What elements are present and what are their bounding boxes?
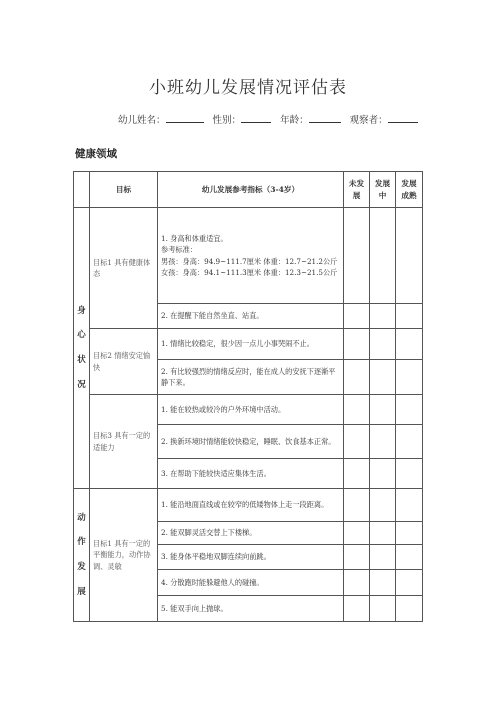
table-row xyxy=(74,329,423,360)
rating-cell-developing[interactable] xyxy=(370,596,396,622)
rating-cell-mature[interactable] xyxy=(396,459,423,489)
page-title: 小班幼儿发展情况评估表 xyxy=(149,78,347,98)
rating-cell-not-developed[interactable] xyxy=(344,425,370,459)
indicator-cell xyxy=(158,329,344,360)
rating-cell-not-developed[interactable] xyxy=(344,360,370,395)
rating-cell-developing[interactable] xyxy=(370,425,396,459)
indicator-line: 参考标准： xyxy=(161,245,197,255)
rating-cell-not-developed[interactable] xyxy=(344,329,370,360)
age-label: 年龄： xyxy=(280,115,309,126)
rating-cell-developing[interactable] xyxy=(370,545,396,570)
rating-cell-developing[interactable] xyxy=(370,304,396,329)
rating-cell-developing[interactable] xyxy=(370,395,396,425)
gender-field[interactable] xyxy=(241,112,271,123)
indicator-line: 2. 在提醒下能自然坐直、站直。 xyxy=(161,311,264,321)
indicator-cell xyxy=(158,489,344,522)
indicator-cell xyxy=(158,208,344,304)
indicator-cell xyxy=(158,522,344,545)
indicator-cell xyxy=(158,570,344,596)
indicator-cell xyxy=(158,425,344,459)
section-title: 健康领域 xyxy=(75,148,117,160)
rating-cell-not-developed[interactable] xyxy=(344,570,370,596)
age-field[interactable] xyxy=(309,112,341,123)
rating-cell-mature[interactable] xyxy=(396,522,423,545)
domain-char: 作 xyxy=(77,537,86,548)
observer-field[interactable] xyxy=(388,112,418,123)
rating-cell-developing[interactable] xyxy=(370,570,396,596)
indicator-line: 4. 分散跑时能躲避他人的碰撞。 xyxy=(161,577,264,587)
rating-cell-developing[interactable] xyxy=(370,360,396,395)
rating-cell-not-developed[interactable] xyxy=(344,208,370,304)
name-field[interactable] xyxy=(166,112,204,123)
rating-cell-developing[interactable] xyxy=(370,329,396,360)
gender-label: 性别： xyxy=(212,115,242,126)
student-info-line xyxy=(118,112,424,126)
indicator-cell xyxy=(158,545,344,570)
header-mature: 发展成熟 xyxy=(396,172,423,208)
header-not-developed: 未发展 xyxy=(344,172,370,208)
goal-cell: 目标1 具有一定的平衡能力，动作协调、灵敏 xyxy=(90,489,158,622)
header-indicator: 幼儿发展参考指标（3-4岁） xyxy=(158,172,344,208)
indicator-line: 男孩：身高：94.9~111.7厘米 体重：12.7~21.2公斤 xyxy=(161,256,338,266)
rating-cell-mature[interactable] xyxy=(396,304,423,329)
indicator-line: 2. 换新环境时情绪能较快稳定，睡眠、饮食基本正常。 xyxy=(161,436,336,446)
indicator-cell xyxy=(158,596,344,622)
rating-cell-developing[interactable] xyxy=(370,489,396,522)
rating-cell-developing[interactable] xyxy=(370,522,396,545)
domain-char: 状 xyxy=(77,355,86,365)
header-goal: 目标 xyxy=(90,172,158,208)
goal-cell: 目标3 具有一定的适能力 xyxy=(90,395,158,489)
rating-cell-not-developed[interactable] xyxy=(344,304,370,329)
assessment-table xyxy=(73,171,423,622)
domain-label xyxy=(74,489,90,622)
indicator-line: 1. 能沿地面直线或在较窄的低矮物体上走一段距离。 xyxy=(161,500,329,510)
indicator-line: 1. 身高和体重适宜。 xyxy=(161,234,228,244)
table-row xyxy=(74,208,423,304)
header-corner xyxy=(74,172,90,208)
domain-char: 发 xyxy=(77,562,86,572)
indicator-line: 3. 在帮助下能较快适应集体生活。 xyxy=(161,468,271,478)
domain-label xyxy=(74,208,90,489)
indicator-cell xyxy=(158,395,344,425)
indicator-line: 5. 能双手向上抛球。 xyxy=(161,603,228,613)
domain-char: 身 xyxy=(77,305,86,316)
rating-cell-mature[interactable] xyxy=(396,360,423,395)
rating-cell-not-developed[interactable] xyxy=(344,545,370,570)
rating-cell-developing[interactable] xyxy=(370,208,396,304)
indicator-cell xyxy=(158,459,344,489)
rating-cell-not-developed[interactable] xyxy=(344,522,370,545)
rating-cell-mature[interactable] xyxy=(396,596,423,622)
indicator-line: 2. 能双脚灵活交替上下楼梯。 xyxy=(161,528,257,538)
rating-cell-mature[interactable] xyxy=(396,545,423,570)
indicator-line: 1. 情绪比较稳定，很少因一点儿小事哭闹不止。 xyxy=(161,339,314,349)
rating-cell-mature[interactable] xyxy=(396,570,423,596)
goal-cell: 目标2 情绪安定愉快 xyxy=(90,329,158,395)
domain-char: 心 xyxy=(77,330,86,341)
rating-cell-not-developed[interactable] xyxy=(344,596,370,622)
goal-cell: 目标1 具有健康体态 xyxy=(90,208,158,329)
indicator-cell xyxy=(158,360,344,395)
rating-cell-not-developed[interactable] xyxy=(344,395,370,425)
indicator-cell xyxy=(158,304,344,329)
indicator-line: 1. 能在较热或较冷的户外环境中活动。 xyxy=(161,404,286,414)
header-developing: 发展中 xyxy=(370,172,396,208)
table-header-row xyxy=(74,172,423,208)
rating-cell-developing[interactable] xyxy=(370,459,396,489)
rating-cell-mature[interactable] xyxy=(396,489,423,522)
rating-cell-not-developed[interactable] xyxy=(344,459,370,489)
indicator-line: 3. 能身体平稳地双脚连续向前跳。 xyxy=(161,552,271,562)
rating-cell-mature[interactable] xyxy=(396,208,423,304)
rating-cell-mature[interactable] xyxy=(396,329,423,360)
table-row xyxy=(74,395,423,425)
table-row xyxy=(74,489,423,522)
domain-char: 动 xyxy=(77,512,86,523)
rating-cell-not-developed[interactable] xyxy=(344,489,370,522)
rating-cell-mature[interactable] xyxy=(396,425,423,459)
domain-char: 况 xyxy=(77,379,86,390)
domain-char: 展 xyxy=(77,586,86,597)
rating-cell-mature[interactable] xyxy=(396,395,423,425)
name-label: 幼儿姓名： xyxy=(118,115,166,126)
indicator-line: 女孩：身高：94.1~111.3厘米 体重：12.3~21.5公斤 xyxy=(161,267,338,277)
indicator-line: 2. 有比较强烈的情绪反应时，能在成人的安抚下逐渐平静下来。 xyxy=(161,366,336,387)
observer-label: 观察者： xyxy=(349,115,388,126)
